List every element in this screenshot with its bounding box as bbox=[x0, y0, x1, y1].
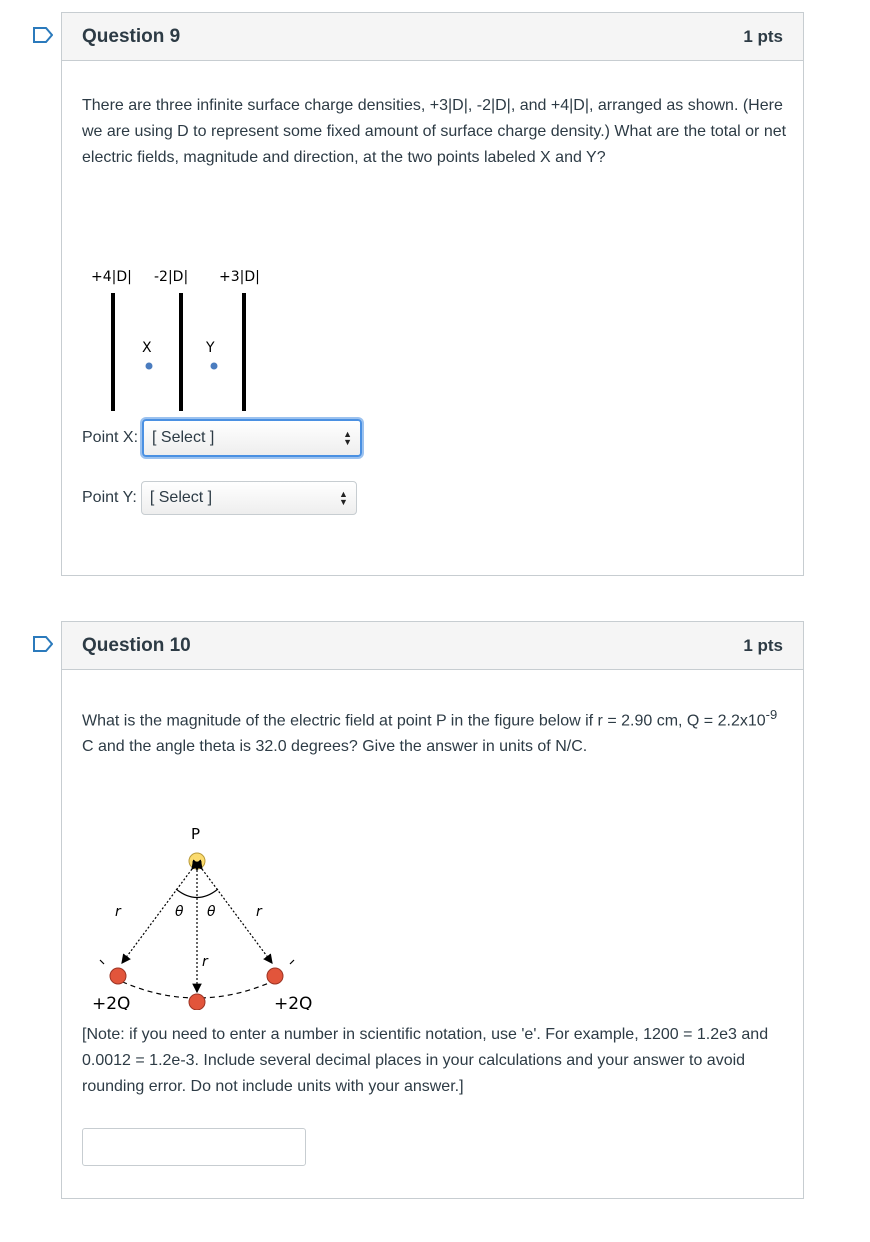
arc-tick-left bbox=[100, 960, 104, 964]
question-header bbox=[62, 622, 803, 670]
right-charge-dot bbox=[267, 968, 283, 984]
r-center-label: r bbox=[202, 954, 208, 970]
flag-question-icon[interactable] bbox=[33, 27, 53, 43]
question-title: Question 9 bbox=[82, 25, 181, 47]
select-row-x bbox=[82, 419, 362, 457]
select-y-value: [ Select ] bbox=[149, 489, 213, 506]
charge-plane-left bbox=[111, 293, 115, 411]
question-title: Question 10 bbox=[82, 634, 191, 656]
select-x-value: [ Select ] bbox=[152, 429, 215, 446]
r-right-label: r bbox=[256, 904, 262, 920]
plane-label-right: +3|D| bbox=[219, 269, 260, 285]
question-text-exponent: -9 bbox=[765, 707, 778, 722]
point-p-label: P bbox=[191, 825, 201, 843]
charge-plane-middle bbox=[179, 293, 183, 411]
charge-plane-right bbox=[242, 293, 246, 411]
question-text: There are three infinite surface charge densities, +3|D|, -2|D|, and +4|D|, arranged as shown. (Here we are using D to represent some fixed amount of surface charge density.) What are the total or net electric fields, magnitude and direction, at the two points labeled X and Y? bbox=[82, 97, 787, 166]
flag-question-icon[interactable] bbox=[33, 636, 53, 652]
select-arrows-icon: ▲ ▼ bbox=[343, 429, 353, 447]
left-charge-dot bbox=[110, 968, 126, 984]
question-9 bbox=[61, 12, 804, 576]
answer-input[interactable] bbox=[82, 1128, 306, 1166]
point-y-label: Y bbox=[206, 340, 215, 356]
point-charge-figure bbox=[62, 770, 362, 1010]
charge-plane-figure bbox=[62, 211, 362, 411]
point-y-dot bbox=[211, 363, 218, 370]
question-text-part2: C and the angle theta is 32.0 degrees? Give the answer in units of N/C. bbox=[82, 738, 588, 756]
select-y-label: Point Y: bbox=[82, 489, 137, 506]
point-x-select[interactable] bbox=[142, 419, 362, 457]
point-x-dot bbox=[146, 363, 153, 370]
plane-label-left: +4|D| bbox=[91, 269, 132, 285]
question-note: [Note: if you need to enter a number in scientific notation, use 'e'. For example, 1200 = 1.2e3 and 0.0012 = 1.2e-3. Include several decimal places in your calculations and your answer to avoid rounding error. Do not include units with your answer.] bbox=[82, 1026, 769, 1095]
select-x-label: Point X: bbox=[82, 429, 139, 446]
point-x-label: X bbox=[142, 340, 152, 356]
left-charge-label: +2Q bbox=[92, 994, 131, 1010]
question-points: 1 pts bbox=[743, 635, 783, 655]
plane-label-middle: -2|D| bbox=[154, 269, 189, 285]
question-text bbox=[82, 702, 788, 760]
question-10 bbox=[61, 621, 804, 1199]
select-arrows-icon: ▲ ▼ bbox=[338, 489, 348, 507]
right-charge-label: +2Q bbox=[274, 994, 313, 1010]
theta-right-label: θ bbox=[207, 904, 216, 920]
theta-left-label: θ bbox=[175, 904, 184, 920]
r-left-label: r bbox=[115, 904, 121, 920]
arc-tick-right bbox=[290, 960, 294, 964]
select-row-y bbox=[82, 481, 357, 515]
question-header bbox=[62, 13, 803, 61]
point-p-dot bbox=[189, 853, 205, 869]
question-points: 1 pts bbox=[743, 26, 783, 46]
center-charge-dot bbox=[189, 994, 205, 1010]
question-text-part1: What is the magnitude of the electric field at point P in the figure below if r = 2.90 cm, Q = 2.2x10 bbox=[82, 712, 766, 730]
point-y-select[interactable] bbox=[141, 481, 357, 515]
